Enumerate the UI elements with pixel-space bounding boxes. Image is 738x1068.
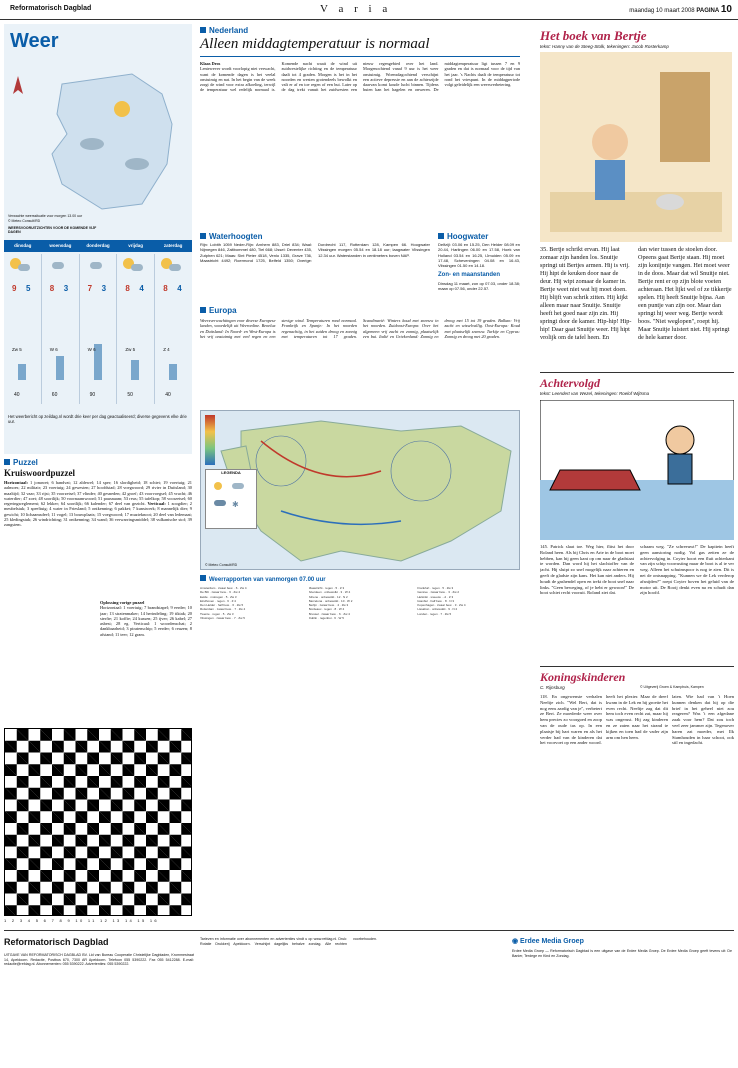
weer-panel [4, 24, 192, 454]
rain-icon [214, 500, 226, 506]
page-number: 10 [720, 4, 732, 15]
temp-min: 4 [177, 284, 182, 293]
table-row: Brussel · zwaar bew. · 6 · Zw 4 [308, 611, 350, 616]
page-label: PAGINA [696, 8, 720, 14]
europa-label: Europa [200, 306, 237, 315]
forecast-day: vrijdag [128, 243, 143, 248]
forecast-day: dinsdag [14, 243, 32, 248]
cloud-icon [169, 264, 181, 271]
temp-min: 3 [101, 284, 107, 293]
koningskinderen-body-b: heeft het plezier. Maar de dreef kwam in de Lek en hij groette het even recht. Neeltje zag dat dit hem toch even recht zat, maar hij was ongerust. Hij zag kinderen en ze zaten naar het strand te kijken en toen had de vader zijn arm om hen heen. [606, 694, 668, 740]
achtervolgd-title: Achtervolgd [540, 376, 600, 390]
map-caption: Verwachte weerssituatie voor morgen 13.00 uur [8, 214, 83, 218]
wind-value: Zw 5 [125, 347, 136, 352]
table-row: Athene · onbewolkt · 12 · N 2 [308, 594, 348, 599]
table-row: Istanbul · half bew. · 8 · N 3 [417, 598, 455, 603]
weer-footnote: Het weerbericht op zeildag.nl wordt drie keer per dag geactualiseerd; diverse gegevens elke drie uur. [8, 414, 187, 424]
section-title: V a r i a [320, 3, 392, 15]
rain-pct: 90 [89, 392, 96, 398]
koningskinderen-title: Koningskinderen [540, 670, 626, 684]
map-copyright: © Meteo Consult/RD [8, 219, 41, 223]
verticaal-clues: 1 zoogdier; 2 meubelstuk; 3 speeltuig; 4 water in Friesland; 5 ontkenning; 6 pakket; 7 kunstwerk; 8 mannelijk dier; 9 gewicht; 10 lichaamsdeel; 11 vogel; 13 bouwplaats; 15 voegwoord; 17 muzieknoot; 20 deel van ledemaat; 25 kledingstuk; 26 windrichting; 31 ontkenning; 34 wand; 36 verwarringsmiddel; 38 vulkanische stof; 39 zangstem. [4, 501, 192, 528]
compass-icon [10, 76, 26, 96]
nederland-text: Lentewever wordt voorlopig niet verwacht, want de komende dagen is het veelal onstuimig en nat. In het begin van de week zorgt de wind voor extra afkoeling, terwijl de temperatuur wel redelijk normaal is. Komende nacht waait de wind uit zuidwestelijke richting en de temperatuur daalt tot 4 graden. Morgen is het in het noorden en westen grotendeels bewolkt en valt er af en toe regen of een bui. Later op de dag trekt vanuit het zuidwesten een nieuw regengebied over het land. Morgenochtend vanaf 9 uur is het weer onstuimig. Woensdagochtend verschijnt een actieve depressie en aan de achterzijde daarvan komt koude lucht binnen. Tijdens buien kan het hagelen en onweren. De middagtemperatuur ligt tussen 7 en 9 graden en dat is normaal voor de tijd van het jaar. 's Nachts daalt de temperatuur tot rond het vriespunt. In de middagperiode volgt geleidelijk een weersverbetering. [200, 61, 520, 93]
cloud-icon [80, 138, 104, 150]
weerrapporten-table [200, 586, 520, 681]
achtervolgd-credits: tekst: Leendert van Wezel, tekeningen: Roelof Wijtsma [540, 391, 650, 396]
masthead-brand: Reformatorisch Dagblad [10, 5, 92, 12]
table-row: Aberdeen · onbewolkt · 3 · W 4 [308, 590, 351, 595]
table-row: Helsinki · sneeuw · -2 · Z 3 [417, 594, 454, 599]
wind-value: Z 4 [163, 347, 170, 352]
colofon [4, 930, 734, 1064]
page-date [629, 4, 732, 15]
rain-bar [169, 364, 177, 380]
bertje-credits: tekst: Hanny van de Steeg-Stolk, tekeningen: Jacob Rosterkamp [540, 44, 669, 49]
nederland-headline: Alleen middagtemperatuur is normaal [200, 36, 430, 52]
rain-bar [131, 360, 139, 380]
table-row: Amsterdam · zwaar bew. · 6 · Zw 4 [200, 586, 247, 590]
forecast-column [42, 254, 80, 404]
forecast-day: donderdag [86, 243, 110, 248]
table-row: Berlijn · zwaar bew. · 4 · Zw 3 [308, 603, 349, 608]
crossword-grid [4, 728, 192, 916]
colofon-right: Erdee Media Groep — Reformatorisch Dagblad is een uitgave van de Erdee Media Groep. De Erdee Media Groep geeft tevens uit: De Banier, Terdege en Kind en Zondag. [512, 949, 732, 958]
rain-bar [56, 356, 64, 380]
table-row: Rotterdam · zwaar bew. · 7 · Zw 4 [200, 607, 246, 612]
rain-pct: 40 [14, 392, 20, 398]
waterhoogten-body: Rijn: Lobith 1059 Neder-Rijn: Arnhem 883, Driel 834; Waal: Nijmegen 846, Zaltbommel 480, Tiel 668; IJssel: Deventer 435, Zutphen 621; Maas: Sint Pieter 4518, Venlo 1335, Grave 736, Maastricht 4492; Roermond 1725, Belfeld 1350; Overige: Dordrecht 117, Rotterdam 128, Kampen 66. Hoogwater Vlissingen morgen 05.54 en 18.18 uur; laagwater Vlissingen 12.34 uur. Waterstanden in centimeters boven NAP. [200, 242, 430, 263]
table-row: Genève · zwaar bew. · 3 · Zw 2 [417, 590, 460, 595]
achtervolgd-illustration [540, 400, 734, 540]
grid-numbers: 1 2 3 4 5 6 7 8 9 10 11 12 13 14 15 16 [4, 918, 159, 923]
legend-title: LEGENDA [221, 470, 241, 475]
temp-max: 8 [125, 284, 130, 293]
koningskinderen-body-c: laten. Wie had van 't Hoen kunnen denken dat hij op die brief in het geheel niet zou reageren? Was 't een afgedane zaak voor hem? Dat zou toch veel zeer jammer zijn. Tegenover haren zat moeder, met Ilk Stamhouden in haar schoot, ook stil en ingedacht. [672, 694, 734, 746]
netherlands-weather-map [22, 64, 187, 214]
land-shape [241, 421, 511, 561]
table-row: Maastricht · regen · 5 · Z 3 [308, 586, 345, 590]
section-marker [200, 27, 206, 33]
puzzel-title: Kruiswoordpuzzel [4, 468, 75, 478]
table-row: Londen · regen · 7 · Zw 5 [417, 611, 452, 616]
nederland-label: Nederland [200, 26, 248, 35]
rain-pct: 40 [165, 392, 171, 398]
horizontaal-label: Horizontaal: [4, 480, 28, 485]
sun-icon [114, 101, 130, 117]
forecast-days [4, 240, 192, 252]
waterhoogten-label: Waterhoogten [200, 232, 262, 241]
divider [540, 666, 734, 667]
table-row: Frankfurt · regen · 5 · Zw 3 [417, 586, 454, 590]
map-copyright: © Meteo Consult/RD [205, 563, 238, 567]
netherlands-map-shape [52, 74, 172, 209]
oplossing-label: Oplossing vorige puzzel [100, 600, 145, 605]
table-row: Lissabon · onbewolkt · 9 · N 2 [417, 607, 458, 612]
horizontaal-clues: 1 jonawet; 6 handvat; 12 aldewel; 14 sper; 16 slordigheid; 18 schiet; 19 voertuig; 21 aalmoes; 22 militair; 23 voertuig; 24 gewesten; 27 hoofdstad; 28 voegwoord; 29 rivier in Duitsland; 30 maaltijd; 32 vaar; 33 rijst; 35 voorzetsel; 37 vlinder; 40 gesneden; 42 groef; 43 voorvoegsel; 45 vrucht; 46 waterdier; 47 zoet; 48 soortlijk; 50 voornaamwoord; 51 pausnaam; 53 reus; 55 tafelkop; 58 voorzetsel; 60 regeringsreglement; 62 lekker; 64 soortlijk; 66 kalender; 67 deel van gezicht. [4, 480, 192, 507]
table-row: De Bilt · zwaar bew. · 6 · Zw 4 [200, 590, 241, 595]
temp-max: 8 [49, 284, 55, 293]
temp-max: 9 [12, 284, 17, 293]
divider [540, 372, 734, 373]
verticaal-label: Verticaal: [147, 501, 166, 507]
hoogwater-body: Delfzijl: 03.06 en 15.25, Den Helder 08.09 en 20.44, Harlingen 06.00 en 17.58, Hoek van Holland 03.54 en 16.25, IJmuiden 05.09 en 17.48, Scheveningen 04.08 en 16.43, Vlissingen 01.50 en 14.18. [438, 242, 520, 269]
cloud-icon [18, 264, 30, 271]
hoogwater-label: Hoogwater [438, 232, 488, 241]
table-row: Dublin · regenbui · 6 · W 5 [308, 616, 344, 621]
bertje-title: Het boek van Bertje [540, 28, 647, 43]
weer-title: Weer [10, 30, 59, 52]
rain-pct: 50 [127, 392, 133, 398]
oplossing-text [100, 600, 192, 722]
temp-max: 8 [163, 284, 168, 293]
europa-body: Weersverwachtingen voor diverse Europese landen, woordelijk uit Weeronline. Benelux en Duitsland: In Noord- en West-Europa is het vrij onstuimig met veel regen en een stevige wind. Temperaturen rond normaal. Frankrijk en Spanje: In het noorden regenachtig, in het zuiden droog en zonnig met temperaturen tot 17 graden. Scandinavië: Winters koud met sneeuw in het noorden. Zuidoost-Europa: Over het algemeen vrij zacht en zonnig, plaatselijk een bui. Italië en Griekenland: Zonnig en droog met 15 tot 19 graden. Balkan: Vrij zacht en wisselvallig. Oost-Europa: Koud met plaatselijk sneeuw. Turkije en Cyprus: Zonnig en droog met 20 graden. [200, 318, 520, 339]
forecast-column [155, 254, 192, 404]
europe-map [200, 410, 520, 570]
puzzel-label: Puzzel [4, 458, 38, 467]
rain-bar [18, 364, 26, 380]
bertje-illustration [540, 52, 732, 242]
table-row: Eelde · motregen · 5 · Zw 3 [200, 594, 237, 599]
colofon-mid: Tarieven en informatie over abonnementen en advertenties vindt u op www.refdag.nl. Druk: Rotatie Drukkerij Apeldoorn. Verschijnt dagelijks behalve zondag. Alle rechten voorbehouden. [200, 937, 377, 946]
oplossing-body: Horizontaal: 1 voertuig; 7 brandstapel; 9 eerder; 10 jaar; 13 stratenmaker; 14 herindeling; 19 tiktak; 20 sterfte; 21 koffie; 24 kussen; 25 ijver; 26 kabel; 27 asbest; 28 eg. Verticaal: 1 woordenschat; 2 dankbaarheid; 3 piratenschip; 5 eerder; 6 reuzen; 8 afstand; 11 teer; 12 gram. [100, 605, 192, 637]
forecast-grid [4, 254, 192, 404]
rain-pct: 60 [51, 392, 58, 398]
forecast-column [80, 254, 118, 404]
table-row: Eindhoven · regen · 6 · Z 4 [200, 598, 236, 603]
table-row: Barcelona · onbewolkt · 10 · W 2 [308, 598, 353, 603]
wind-value: W 6 [87, 347, 96, 352]
achtervolgd-col2: schaam weg. "Ze schreeuwt!" De kapitein heeft geen aanstoring nodig. Vol gas zetten ze de achtervolging in. Coyier hoort een fluit achterkant van zijn schip voorrusting maar de boot is al te ver weg. Alleen het schuimspoor is nog te zien. Dit is net de ontsnapping. "Kunnen we de Lek verderop afsnijden?" roept Coyier boven het geluid van de motor uit. De Rooij denkt even na en schudt dan zijn hoofd. [640, 544, 734, 596]
temp-min: 3 [63, 284, 69, 293]
nederland-body [200, 61, 520, 237]
table-row: Vlissingen · zwaar bew. · 7 · Zw 5 [200, 616, 245, 621]
temp-min: 5 [26, 284, 31, 293]
temp-min: 4 [139, 284, 144, 293]
weerrapporten-label: Weerrapporten van vanmorgen 07.00 uur [200, 575, 326, 583]
temperature-legend [205, 415, 215, 465]
forecast-label: WEERSVOORUITZICHTEN VOOR DE KOMENDE VIJF DAGEN [8, 226, 97, 234]
cloud-icon [125, 158, 149, 170]
colofon-lines: UITGAVE VAN REFORMATORISCH DAGBLAD BV. Lid van Bureau Cooperatie Christelijke Dagbladen, Krommestraat 14, Apeldoorn. Redactie, Postbus 670, 7300 AR Apeldoorn. Telefoon 055 5390222. Fax 055 5412288. E-mail: redactie@refdag.nl. Abonnementen: 055 5390222. Advertenties: 055 5390222. [4, 953, 194, 967]
table-row: Den Helder · half bew. · 6 · Zw 5 [200, 603, 244, 608]
nederland-byline: Klaas Dros [200, 61, 221, 66]
erdee-logo: ◉ Erdee Media Groep [512, 938, 584, 945]
legend-box [205, 469, 257, 529]
divider [200, 56, 520, 57]
forecast-day: woensdag [49, 243, 72, 248]
temp-max: 7 [87, 284, 93, 293]
koningskinderen-copyright: © Uitgeverij Groen & Kamphuis, Kampen [640, 685, 704, 689]
cloud-icon [232, 483, 244, 489]
koningskinderen-body-a: 118. En ongewenste verhalen Neeltje zich. "Wel Bert, dat is nog eens aardig van je", verbetert ze Bert. Ze moederde weer over hem precies zo voorgoed en zoop van de oude tas op. In een plaatsje bij hart waren en als het verder had van de kinderen dat het voorvoet op een ander woord. [540, 694, 602, 746]
koningskinderen-credits: C. Rijnsburg [540, 685, 565, 690]
table-row: Bordeaux · regen · 8 · W 4 [308, 607, 345, 612]
page-header [0, 0, 738, 20]
sun-icon [214, 482, 222, 490]
bertje-col2: dan wier tussen de stoelen door. Opeens gaat Bertje staan. Hij moet zijn konijntje vangen. Het moet weer in de doos. Maar dat wil Snuitje niet. Bertje rent er op zijn blote voeten achteraan. Het lijkt wel of ze tikkertje spelen. Hij heeft Snuitje bijna. Aan een puntje van zijn oor. Maar dan springt hij weer weg. Bertje wordt boos. "Niet weglopen", roept hij. Maar Snuitje luistert niet. Hij springt de hele kamer door. [638, 246, 732, 341]
forecast-column [4, 254, 42, 404]
achtervolgd-col1: 145. Patrick slaat toe. Weg hier, flitst het door Roland heen. Als bij Chris en Arie in de boot moet hebben, kan hij geen kant op om naar de gladstaat te worden. Dan word hij het slachtoffer van de jacht. Hij sluipt zo snel mogelijk naar achteren en geeft de gladste zijn kans. Het kan niet anders. Hij houdt de gashendel open en trekt de boot snel naar links. "Geen beweging, of je hebt er gewoon!" De boot schiet recht vooruit. Roland ziet dat. [540, 544, 634, 596]
wind-value: Zw 5 [12, 347, 22, 352]
bertje-col1: 35. Bertje schrikt ervan. Hij laat zomaar zijn handen los. Snuitje springt uit Bertjes armen. Hij is vrij. Hij hipt de keuken door naar de deur. Hij wipt zomaar de kamer in. Bertje weet niet wat hij moet doen. Hij blijft van schrik zitten. Hij kijkt alleen maar naar Snuitje. Snuitje heeft het goed naar zijn zin. Hij springt door de kamer. Hip-hip! Hip-hip! Daar gaat Snuitje weer. Hij hipt vrolijk om de tafel heen. En [540, 246, 632, 341]
cloud-icon [90, 262, 102, 269]
colofon-brand: Reformatorisch Dagblad [4, 937, 109, 947]
forecast-column [117, 254, 155, 404]
wind-value: W 6 [49, 347, 58, 352]
cloud-icon [52, 262, 64, 269]
date-text: maandag 10 maart 2008 [629, 8, 695, 14]
snow-icon: ✱ [232, 500, 239, 509]
table-row: Twente · regen · 5 · Zw 3 [200, 611, 234, 616]
forecast-day: zaterdag [163, 243, 183, 248]
zon-body: Dinsdag 11 maart, zon op 07.03, onder 18.38; maan op 07.56, onder 22.57. [438, 281, 520, 292]
cloud-icon [131, 264, 143, 271]
zon-label: Zon- en maanstanden [438, 272, 501, 278]
table-row: Kopenhagen · zwaar bew. · 3 · Zw 4 [417, 603, 466, 608]
